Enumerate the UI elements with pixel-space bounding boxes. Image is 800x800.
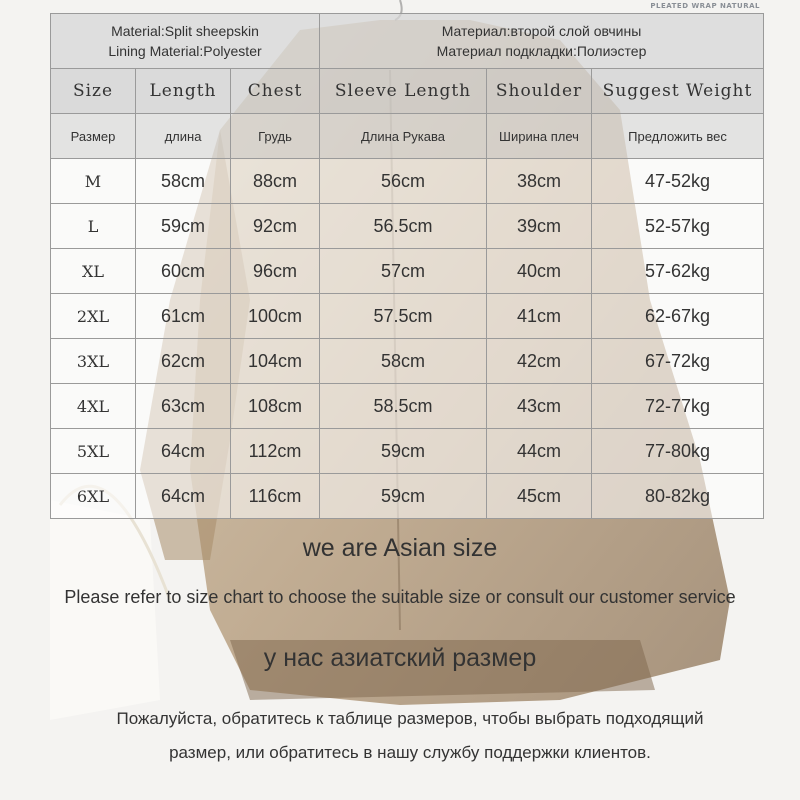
- size-advice-ru: [60, 702, 760, 770]
- length-cell: 61cm: [136, 294, 231, 339]
- material-ru-line1: Материал:второй слой овчины: [441, 23, 642, 39]
- sleeve-cell: 58cm: [320, 339, 487, 384]
- chest-cell: 116cm: [231, 474, 320, 519]
- table-row: [51, 384, 764, 429]
- weight-cell: 67-72kg: [592, 339, 764, 384]
- length-cell: 64cm: [136, 474, 231, 519]
- size-cell: XL: [51, 249, 136, 294]
- chest-cell: 88cm: [231, 159, 320, 204]
- size-advice-ru-line2: размер, или обратитесь в нашу службу поддержки клиентов.: [169, 743, 651, 762]
- shoulder-cell: 43cm: [487, 384, 592, 429]
- size-cell: 3XL: [51, 339, 136, 384]
- header-ru-sleeve: Длина Рукава: [320, 114, 487, 159]
- weight-cell: 62-67kg: [592, 294, 764, 339]
- sleeve-cell: 58.5cm: [320, 384, 487, 429]
- weight-cell: 80-82kg: [592, 474, 764, 519]
- length-cell: 63cm: [136, 384, 231, 429]
- sleeve-cell: 57.5cm: [320, 294, 487, 339]
- header-en-size: Size: [51, 69, 136, 114]
- chest-cell: 100cm: [231, 294, 320, 339]
- material-en-line1: Material:Split sheepskin: [111, 23, 259, 39]
- sleeve-cell: 57cm: [320, 249, 487, 294]
- chest-cell: 112cm: [231, 429, 320, 474]
- chest-cell: 108cm: [231, 384, 320, 429]
- size-advice-ru-line1: Пожалуйста, обратитесь к таблице размеров, чтобы выбрать подходящий: [116, 709, 704, 728]
- header-ru-length: длина: [136, 114, 231, 159]
- sleeve-cell: 56.5cm: [320, 204, 487, 249]
- header-en-weight: Suggest Weight: [592, 69, 764, 114]
- length-cell: 59cm: [136, 204, 231, 249]
- table-row: [51, 159, 764, 204]
- sleeve-cell: 56cm: [320, 159, 487, 204]
- header-ru-weight: Предложить вес: [592, 114, 764, 159]
- shoulder-cell: 38cm: [487, 159, 592, 204]
- table-row: [51, 249, 764, 294]
- size-cell: M: [51, 159, 136, 204]
- shoulder-cell: 42cm: [487, 339, 592, 384]
- material-ru-cell: [320, 14, 764, 69]
- size-cell: 4XL: [51, 384, 136, 429]
- shoulder-cell: 45cm: [487, 474, 592, 519]
- chest-cell: 96cm: [231, 249, 320, 294]
- header-en-length: Length: [136, 69, 231, 114]
- header-ru-shoulder: Ширина плеч: [487, 114, 592, 159]
- table-row: [51, 204, 764, 249]
- length-cell: 64cm: [136, 429, 231, 474]
- length-cell: 60cm: [136, 249, 231, 294]
- weight-cell: 47-52kg: [592, 159, 764, 204]
- table-row: [51, 429, 764, 474]
- shoulder-cell: 44cm: [487, 429, 592, 474]
- header-ru-size: Размер: [51, 114, 136, 159]
- material-en-cell: [51, 14, 320, 69]
- weight-cell: 52-57kg: [592, 204, 764, 249]
- sleeve-cell: 59cm: [320, 429, 487, 474]
- asian-size-notice-ru: у нас азиатский размер: [263, 644, 537, 672]
- size-chart-table: [50, 13, 764, 519]
- size-cell: 6XL: [51, 474, 136, 519]
- shoulder-cell: 39cm: [487, 204, 592, 249]
- size-cell: 5XL: [51, 429, 136, 474]
- weight-cell: 77-80kg: [592, 429, 764, 474]
- size-cell: L: [51, 204, 136, 249]
- size-cell: 2XL: [51, 294, 136, 339]
- tag-text: PLEATED WRAP NATURAL: [650, 2, 760, 10]
- weight-cell: 72-77kg: [592, 384, 764, 429]
- material-en-line2: Lining Material:Polyester: [108, 43, 262, 59]
- weight-cell: 57-62kg: [592, 249, 764, 294]
- length-cell: 62cm: [136, 339, 231, 384]
- length-cell: 58cm: [136, 159, 231, 204]
- header-en-sleeve: Sleeve Length: [320, 69, 487, 114]
- material-row: [51, 14, 764, 69]
- shoulder-cell: 40cm: [487, 249, 592, 294]
- header-en-shoulder: Shoulder: [487, 69, 592, 114]
- table-row: [51, 474, 764, 519]
- sleeve-cell: 59cm: [320, 474, 487, 519]
- header-en-chest: Chest: [231, 69, 320, 114]
- asian-size-notice-en: we are Asian size: [302, 534, 498, 562]
- header-row-en: [51, 69, 764, 114]
- table-row: [51, 294, 764, 339]
- header-row-ru: [51, 114, 764, 159]
- table-row: [51, 339, 764, 384]
- shoulder-cell: 41cm: [487, 294, 592, 339]
- material-ru-line2: Материал подкладки:Полиэстер: [436, 43, 647, 59]
- header-ru-chest: Грудь: [231, 114, 320, 159]
- chest-cell: 92cm: [231, 204, 320, 249]
- size-advice-en: Please refer to size chart to choose the suitable size or consult our customer service: [64, 587, 736, 607]
- chest-cell: 104cm: [231, 339, 320, 384]
